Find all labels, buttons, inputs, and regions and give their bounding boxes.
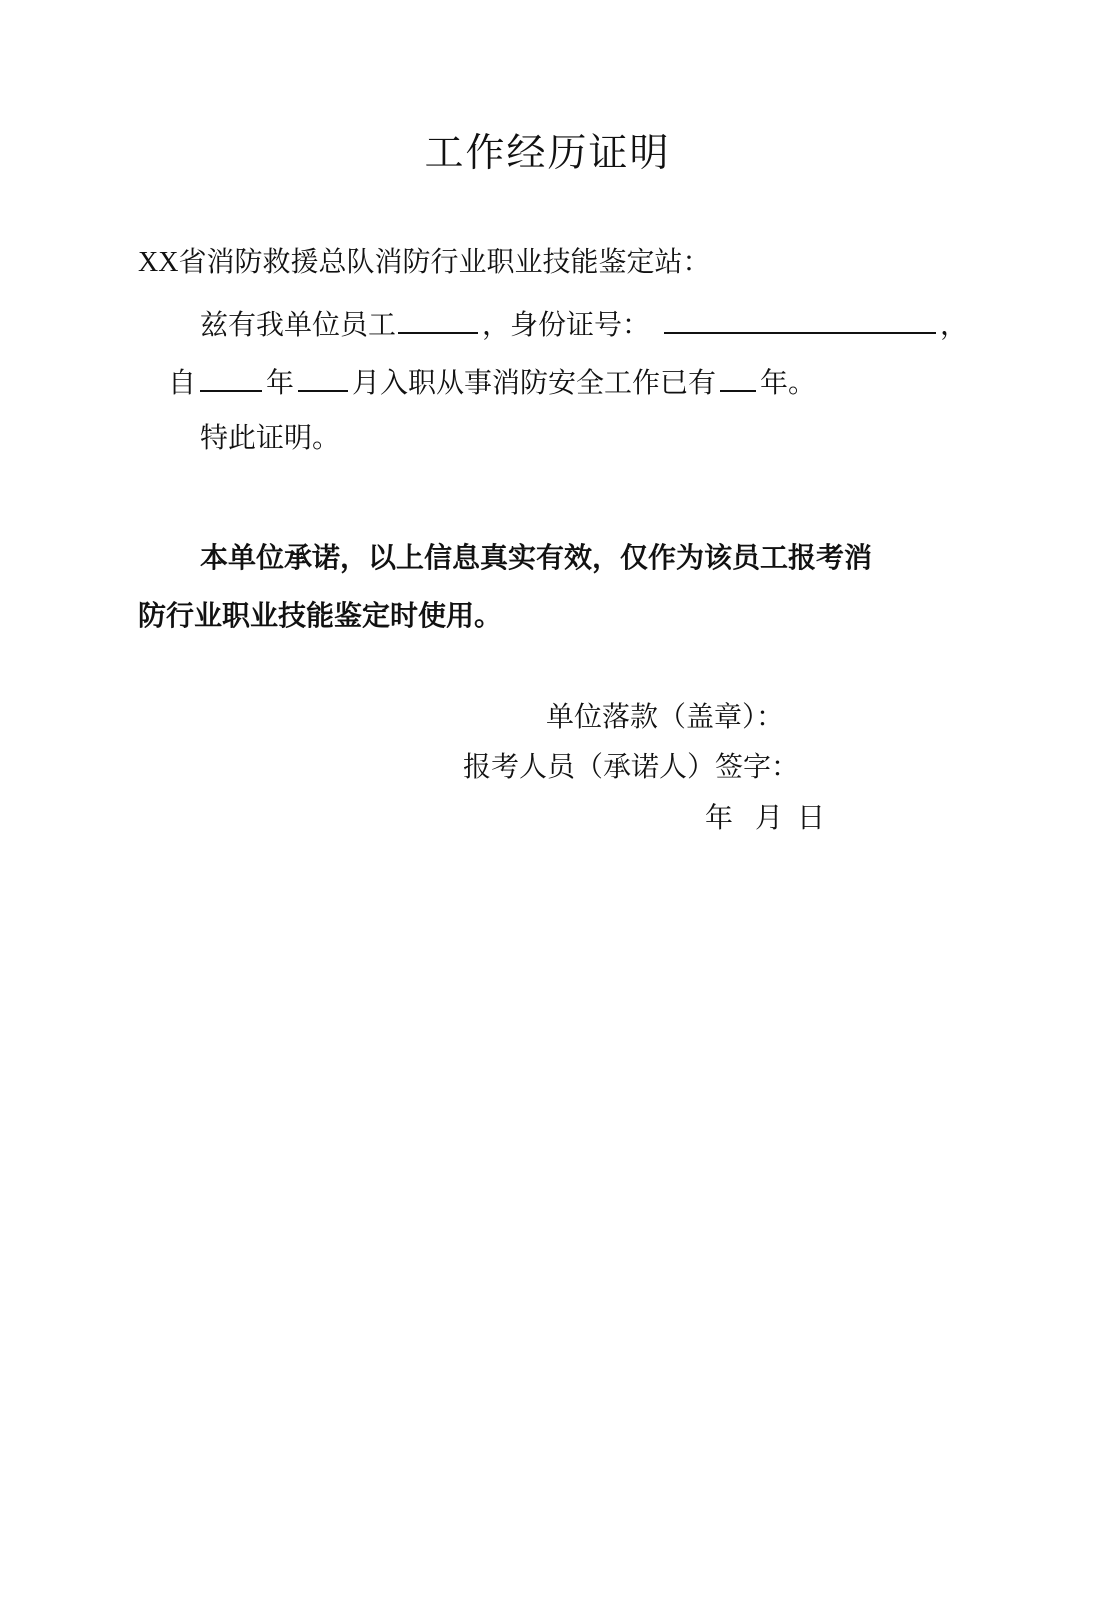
addressee-prefix: XX (138, 247, 179, 278)
id-number-label: ，身份证号： (482, 308, 651, 341)
certify-line: 特此证明。 (200, 421, 341, 454)
date-line (705, 798, 825, 838)
id-number-blank[interactable] (664, 302, 936, 334)
start-year-blank[interactable] (200, 360, 262, 392)
unit-seal-label: 单位落款（盖章）： (546, 700, 785, 733)
date-day-label: 日 (797, 801, 826, 834)
years-count-blank[interactable] (720, 360, 756, 392)
page-title: 工作经历证明 (424, 131, 671, 176)
employee-info-line (200, 302, 968, 345)
date-month-label: 月 (755, 801, 784, 834)
employment-duration-line (168, 360, 816, 403)
pledge-line-2: 防行业职业技能鉴定时使用。 (138, 599, 503, 632)
applicant-signature-label: 报考人员（承诺人）签字： (463, 750, 800, 783)
line1-comma: ， (940, 308, 969, 341)
year-text: 年 (266, 366, 295, 399)
start-month-blank[interactable] (298, 360, 348, 392)
month-work-text: 月入职从事消防安全工作已有 (352, 366, 717, 399)
employee-intro-text: 兹有我单位员工 (200, 308, 397, 341)
from-text: 自 (168, 366, 197, 399)
addressee-line (138, 242, 710, 283)
years-end-text: 年。 (760, 366, 817, 399)
employee-name-blank[interactable] (398, 302, 478, 334)
addressee-text: 省消防救援总队消防行业职业技能鉴定站： (178, 245, 711, 278)
date-year-label: 年 (705, 801, 734, 834)
pledge-line-1: 本单位承诺，以上信息真实有效，仅作为该员工报考消 (200, 541, 873, 574)
